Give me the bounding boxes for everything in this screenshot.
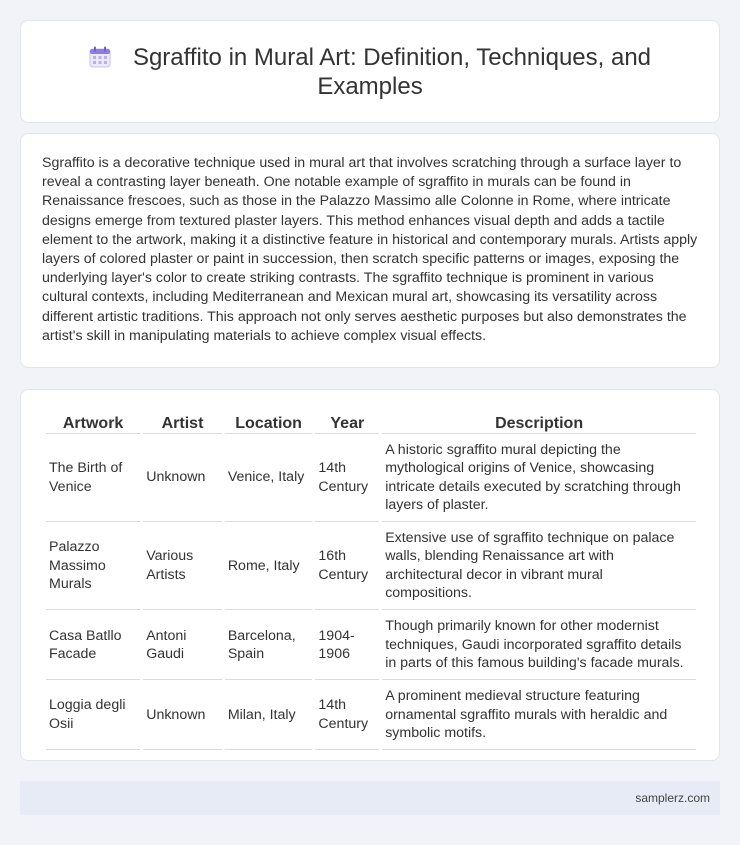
cell-artist: Unknown	[143, 434, 222, 522]
header-artist: Artist	[143, 412, 222, 434]
page-title-block	[21, 43, 719, 101]
calendar-icon	[89, 46, 111, 68]
header-artwork: Artwork	[46, 412, 140, 434]
cell-description: Extensive use of sgraffito technique on palace walls, blending Renaissance art with architectural decor in vibrant mural compositions.	[382, 522, 696, 610]
cell-year: 1904-1906	[315, 610, 379, 680]
title-card	[20, 20, 720, 123]
table-card	[20, 389, 720, 761]
table-row	[46, 434, 696, 522]
header-description: Description	[382, 412, 696, 434]
footer-site-link[interactable]: samplerz.com	[635, 791, 710, 805]
cell-location: Milan, Italy	[225, 680, 313, 750]
header-location: Location	[225, 412, 313, 434]
header-year: Year	[315, 412, 379, 434]
table-row	[46, 522, 696, 610]
footer	[20, 781, 720, 815]
table-row	[46, 680, 696, 750]
cell-year: 16th Century	[315, 522, 379, 610]
cell-description: A historic sgraffito mural depicting the mythological origins of Venice, showcasing intricate details executed by scratching through layers of plaster.	[382, 434, 696, 522]
cell-artwork: Loggia degli Osii	[46, 680, 140, 750]
cell-location: Rome, Italy	[225, 522, 313, 610]
cell-year: 14th Century	[315, 680, 379, 750]
cell-artist: Various Artists	[143, 522, 222, 610]
intro-card	[20, 133, 720, 368]
cell-location: Venice, Italy	[225, 434, 313, 522]
cell-artwork: Casa Batllo Facade	[46, 610, 140, 680]
page-title: Sgraffito in Mural Art: Definition, Techniques, and Examples	[132, 44, 652, 100]
cell-artist: Antoni Gaudi	[143, 610, 222, 680]
intro-paragraph: Sgraffito is a decorative technique used in mural art that involves scratching through a surface layer to reveal a contrasting layer beneath. One notable example of sgraffito in murals can be found in Renaissance frescoes, such as those in the Palazzo Massimo alle Colonne in Rome, where intricate designs emerge from textured plaster layers. This method enhances visual depth and adds a tactile element to the artwork, making it a distinctive feature in historical and contemporary murals. Artists apply layers of colored plaster or paint in succession, then scratch specific patterns or images, exposing the underlying layer's color to create striking contrasts. The sgraffito technique is prominent in various cultural contexts, including Mediterranean and Mexican mural art, showcasing its versatility across different artistic traditions. This approach not only serves aesthetic purposes but also demonstrates the artist's skill in manipulating materials to achieve complex visual effects.	[42, 155, 698, 344]
cell-artwork: Palazzo Massimo Murals	[46, 522, 140, 610]
cell-year: 14th Century	[315, 434, 379, 522]
artworks-table	[43, 412, 699, 750]
table-row	[46, 610, 696, 680]
cell-description: A prominent medieval structure featuring ornamental sgraffito murals with heraldic and symbolic motifs.	[382, 680, 696, 750]
cell-location: Barcelona, Spain	[225, 610, 313, 680]
cell-artist: Unknown	[143, 680, 222, 750]
table-header-row	[46, 412, 696, 434]
cell-description: Though primarily known for other modernist techniques, Gaudi incorporated sgraffito details in parts of this famous building's facade murals.	[382, 610, 696, 680]
cell-artwork: The Birth of Venice	[46, 434, 140, 522]
